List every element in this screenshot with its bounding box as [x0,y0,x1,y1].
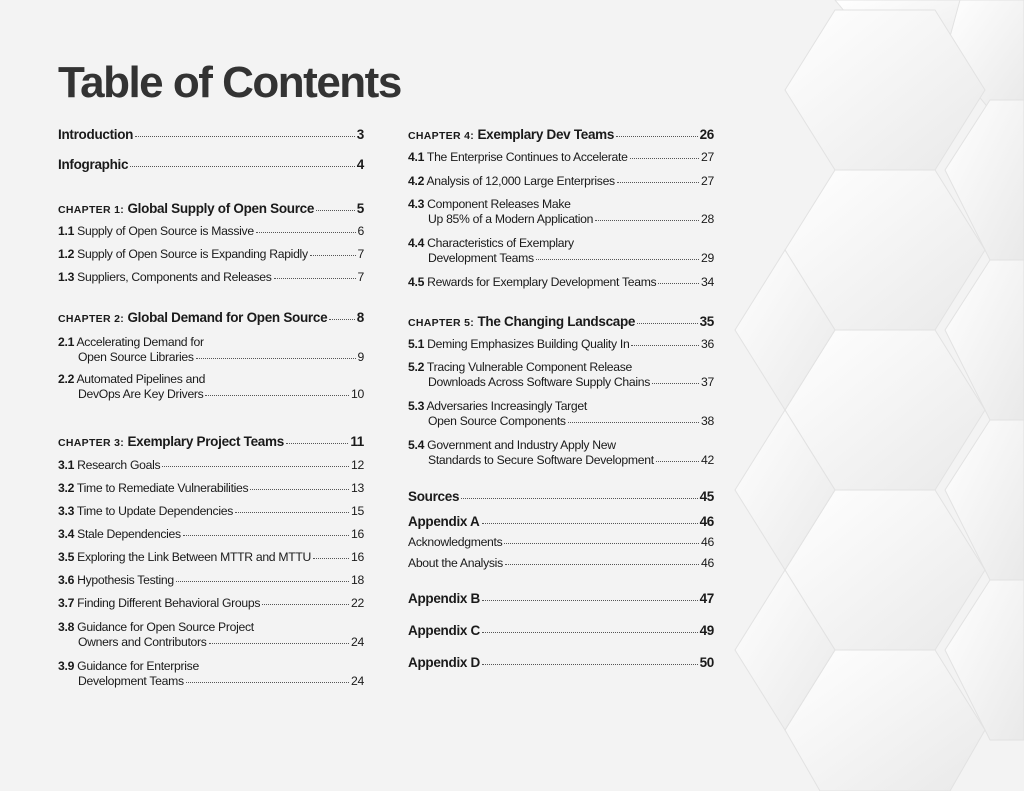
page-number: 16 [351,550,364,564]
toc-entry-first-line [408,399,714,414]
page-number: 24 [351,635,364,649]
toc-entry-title [78,350,194,365]
page-number: 10 [351,387,364,401]
toc-entry-text: Component Releases Make [427,197,571,211]
page-number: 27 [701,150,714,164]
toc-entry-text: The Changing Landscape [477,314,636,329]
dot-leader [310,255,356,256]
toc-entry[interactable] [408,556,714,571]
toc-entry-text: Open Source Libraries [78,350,194,364]
toc-entry-text: Guidance for Open Source Project [77,620,254,634]
toc-entry-text: Global Supply of Open Source [127,201,315,216]
dot-leader [536,259,699,260]
toc-entry[interactable] [408,236,714,266]
toc-entry-text: Supply of Open Source is Massive [77,224,254,238]
section-number: 1.1 [58,224,75,238]
toc-entry-text: Infographic [58,157,129,172]
toc-entry-title [428,375,650,390]
toc-entry-title [428,212,593,227]
page-number: 5 [356,201,364,216]
toc-entry-row [408,174,714,189]
toc-entry-row [58,387,364,402]
toc-entry-first-line [58,335,364,350]
toc-entry-title [58,157,128,172]
toc-entry-text: Rewards for Exemplary Development Teams [427,275,657,289]
page-number: 16 [351,527,364,541]
toc-entry[interactable] [58,573,364,588]
toc-entry-title [408,514,480,529]
toc-entry-title [78,674,184,689]
dot-leader [316,210,355,211]
toc-entry-title [58,201,314,218]
page-number: 42 [701,453,714,467]
chapter-label: CHAPTER 2: [58,313,125,325]
page-number: 45 [699,489,714,504]
toc-entry[interactable] [408,337,714,352]
toc-entry-row [408,212,714,227]
page-number: 26 [699,127,714,142]
page-number: 49 [699,623,714,638]
toc-entry-title [428,453,654,468]
toc-entry-text: Automated Pipelines and [76,372,206,386]
toc-entry-row [58,157,364,172]
toc-entry-row [408,556,714,571]
toc-entry[interactable] [408,174,714,189]
toc-entry-row [58,224,364,239]
dot-leader [183,535,349,536]
section-number: 2.2 [58,372,75,386]
toc-entry[interactable] [408,535,714,550]
dot-leader [196,358,356,359]
toc-entry[interactable] [58,224,364,239]
dot-leader [630,158,699,159]
toc-entry-title [78,387,203,402]
toc-entry[interactable] [408,655,714,670]
toc-entry[interactable] [58,127,364,142]
toc-entry-row [408,514,714,529]
dot-leader [482,523,698,524]
toc-entry-text: Guidance for Enterprise [77,659,199,673]
dot-leader [130,166,355,167]
toc-entry-text: DevOps Are Key Drivers [78,387,204,401]
toc-entry-text: The Enterprise Continues to Accelerate [426,150,628,164]
toc-entry-first-line [58,620,364,635]
toc-entry-first-line [408,236,714,251]
toc-entry-title [58,458,160,473]
toc-entry[interactable] [58,335,364,365]
toc-entry-text: Government and Industry Apply New [427,438,616,452]
toc-entry[interactable] [408,127,714,144]
toc-entry-row [58,201,364,218]
toc-entry-text: Exploring the Link Between MTTR and MTTU [77,550,312,564]
toc-entry-title [58,527,181,542]
toc-entry-first-line [408,438,714,453]
toc-entry-title [408,535,502,550]
toc-entry-first-line [408,360,714,375]
section-number: 3.2 [58,481,75,495]
toc-entry-row [58,527,364,542]
toc-entry-row [408,150,714,165]
toc-entry-text: Deming Emphasizes Building Quality In [427,337,630,351]
toc-entry-row [408,591,714,606]
toc-entry-text: Sources [408,489,460,504]
toc-entry-text: Standards to Secure Software Development [428,453,654,467]
section-number: 1.2 [58,247,75,261]
page-number: 24 [351,674,364,688]
toc-entry-text: Time to Update Dependencies [76,504,233,518]
toc-entry-row [408,251,714,266]
page-number: 4 [356,157,364,172]
toc-entry[interactable] [58,157,364,172]
toc-entry-first-line [58,372,364,387]
toc-entry-title [58,550,311,565]
dot-leader [250,489,349,490]
dot-leader [637,323,697,324]
toc-entry-title [408,337,629,352]
page-number: 29 [701,251,714,265]
chapter-label: CHAPTER 1: [58,204,125,216]
toc-entry-title [58,310,327,327]
toc-entry[interactable] [408,275,714,290]
toc-entry-title [408,655,480,670]
toc-entry-text: Appendix B [408,591,481,606]
toc-entry-row [58,550,364,565]
toc-entry-text: Suppliers, Components and Releases [77,270,272,284]
toc-entry-row [408,337,714,352]
toc-entry-title [428,251,534,266]
dot-leader [329,319,354,320]
toc-entry-row [408,489,714,504]
page-number: 46 [699,514,714,529]
page-number: 3 [356,127,364,142]
chapter-label: CHAPTER 5: [408,317,475,329]
section-number: 3.7 [58,596,75,610]
toc-entry-title [408,275,656,290]
page-number: 13 [351,481,364,495]
page-number: 28 [701,212,714,226]
toc-entry-row [408,414,714,429]
chapter-label: CHAPTER 3: [58,437,125,449]
section-number: 3.9 [58,659,75,673]
toc-entry-row [408,127,714,144]
toc-entry-title [58,434,284,451]
dot-leader [505,564,699,565]
toc-entry-text: Supply of Open Source is Expanding Rapidly [77,247,308,261]
toc-entry-title [58,127,133,142]
toc-entry[interactable] [58,620,364,650]
toc-entry[interactable] [58,372,364,402]
toc-entry-row [58,481,364,496]
toc-entry-text: Owners and Contributors [78,635,207,649]
toc-entry[interactable] [408,314,714,331]
toc-entry-row [408,655,714,670]
section-number: 4.4 [408,236,425,250]
page-number: 47 [699,591,714,606]
toc-entry-row [408,375,714,390]
toc-entry-text: Tracing Vulnerable Component Release [426,360,633,374]
page-number: 36 [701,337,714,351]
dot-leader [482,600,698,601]
toc-entry-row [408,275,714,290]
toc-entry-title [428,414,566,429]
section-number: 5.1 [408,337,425,351]
toc-entry[interactable] [58,659,364,689]
toc-entry-text: Analysis of 12,000 Large Enterprises [426,174,615,188]
page-number: 18 [351,573,364,587]
dot-leader [256,232,356,233]
section-number: 4.2 [408,174,425,188]
toc-entry-first-line [408,197,714,212]
toc-entry-title [78,635,207,650]
toc-entry[interactable] [58,434,364,451]
page-number: 35 [699,314,714,329]
page-number: 7 [357,270,364,284]
dot-leader [205,395,349,396]
dot-leader [631,345,699,346]
toc-entry-title [408,556,503,571]
toc-entry-row [408,453,714,468]
dot-leader [274,278,356,279]
toc-entry-text: Exemplary Project Teams [127,434,284,449]
toc-entry-row [58,573,364,588]
page-number: 37 [701,375,714,389]
page-number: 22 [351,596,364,610]
dot-leader [176,581,349,582]
toc-entry-text: Appendix A [408,514,480,529]
page-number: 38 [701,414,714,428]
page-number: 8 [356,310,364,325]
toc-entry-text: Appendix D [408,655,481,670]
toc-entry-row [58,270,364,285]
dot-leader [262,604,349,605]
toc-entry-row [58,596,364,611]
chapter-label: CHAPTER 4: [408,130,475,142]
toc-entry[interactable] [408,197,714,227]
toc-entry[interactable] [58,201,364,218]
toc-entry-row [58,247,364,262]
toc-entry[interactable] [58,596,364,611]
section-number: 3.3 [58,504,75,518]
toc-entry-text: Introduction [58,127,134,142]
dot-leader [568,422,699,423]
section-number: 4.1 [408,150,425,164]
toc-entry[interactable] [408,489,714,504]
toc-entry[interactable] [58,527,364,542]
page-number: 12 [351,458,364,472]
dot-leader [656,461,699,462]
toc-entry-row [58,458,364,473]
dot-leader [616,136,697,137]
page-title: Table of Contents [58,58,401,107]
toc-entry-text: Acknowledgments [408,535,503,549]
toc-entry-text: Time to Remediate Vulnerabilities [76,481,249,495]
dot-leader [461,498,697,499]
page-number: 11 [350,434,364,449]
section-number: 4.5 [408,275,425,289]
toc-entry-title [408,591,480,606]
toc-entry-first-line [58,659,364,674]
section-number: 1.3 [58,270,75,284]
page-number: 27 [701,174,714,188]
dot-leader [313,558,349,559]
toc-entry-text: About the Analysis [408,556,503,570]
toc-entry[interactable] [58,310,364,327]
toc-entry[interactable] [408,514,714,529]
toc-entry-title [408,489,459,504]
dot-leader [209,643,349,644]
toc-entry[interactable] [408,591,714,606]
toc-entry-row [58,350,364,365]
toc-entry-text: Accelerating Demand for [76,335,204,349]
toc-entry-title [58,481,248,496]
toc-entry-title [58,596,260,611]
toc-entry-text: Up 85% of a Modern Application [428,212,594,226]
page-number: 34 [701,275,714,289]
dot-leader [652,383,699,384]
dot-leader [482,632,698,633]
toc-entry-row [58,504,364,519]
dot-leader [235,512,349,513]
toc-entry[interactable] [408,360,714,390]
toc-entry-text: Global Demand for Open Source [127,310,328,325]
dot-leader [286,443,348,444]
page-number: 50 [699,655,714,670]
page-number: 46 [701,556,714,570]
toc-entry[interactable] [58,247,364,262]
section-number: 4.3 [408,197,425,211]
section-number: 3.4 [58,527,75,541]
toc-entry-title [408,314,635,331]
toc-entry-text: Research Goals [77,458,161,472]
toc-entry-row [58,434,364,451]
section-number: 3.6 [58,573,75,587]
toc-entry-row [58,310,364,327]
page-number: 9 [357,350,364,364]
dot-leader [617,182,699,183]
section-number: 3.8 [58,620,75,634]
section-number: 5.2 [408,360,425,374]
toc-entry-title [408,127,614,144]
toc-entry[interactable] [408,623,714,638]
toc-entry[interactable] [408,150,714,165]
toc-entry-text: Adversaries Increasingly Target [426,399,587,413]
toc-entry-title [58,270,272,285]
toc-entry[interactable] [58,504,364,519]
toc-entry[interactable] [408,438,714,468]
toc-entry-text: Appendix C [408,623,481,638]
toc-entry-text: Open Source Components [428,414,566,428]
toc-entry-row [408,314,714,331]
toc-entry-title [58,504,233,519]
toc-entry-text: Exemplary Dev Teams [477,127,615,142]
toc-entry[interactable] [58,550,364,565]
section-number: 3.1 [58,458,75,472]
toc-entry-row [58,127,364,142]
toc-entry-text: Downloads Across Software Supply Chains [428,375,651,389]
toc-entry-title [58,247,308,262]
dot-leader [162,466,349,467]
section-number: 5.3 [408,399,425,413]
toc-entry[interactable] [58,458,364,473]
toc-entry-text: Characteristics of Exemplary [427,236,574,250]
section-number: 3.5 [58,550,75,564]
toc-entry-text: Development Teams [78,674,184,688]
toc-entry-title [58,224,254,239]
toc-entry[interactable] [58,481,364,496]
page-number: 7 [357,247,364,261]
toc-entry[interactable] [408,399,714,429]
toc-entry[interactable] [58,270,364,285]
toc-entry-row [408,535,714,550]
dot-leader [595,220,699,221]
toc-entry-text: Finding Different Behavioral Groups [77,596,261,610]
toc-entry-title [408,623,480,638]
toc-entry-row [58,674,364,689]
dot-leader [482,664,698,665]
dot-leader [658,283,699,284]
toc-entry-text: Development Teams [428,251,534,265]
toc-entry-title [58,573,174,588]
section-number: 2.1 [58,335,75,349]
dot-leader [135,136,355,137]
section-number: 5.4 [408,438,425,452]
toc-entry-text: Stale Dependencies [77,527,181,541]
toc-entry-title [408,174,615,189]
dot-leader [504,543,699,544]
toc-entry-row [58,635,364,650]
toc-entry-title [408,150,628,165]
dot-leader [186,682,349,683]
toc-entry-text: Hypothesis Testing [77,573,174,587]
page-number: 15 [351,504,364,518]
page-number: 6 [357,224,364,238]
toc-entry-row [408,623,714,638]
page-number: 46 [701,535,714,549]
